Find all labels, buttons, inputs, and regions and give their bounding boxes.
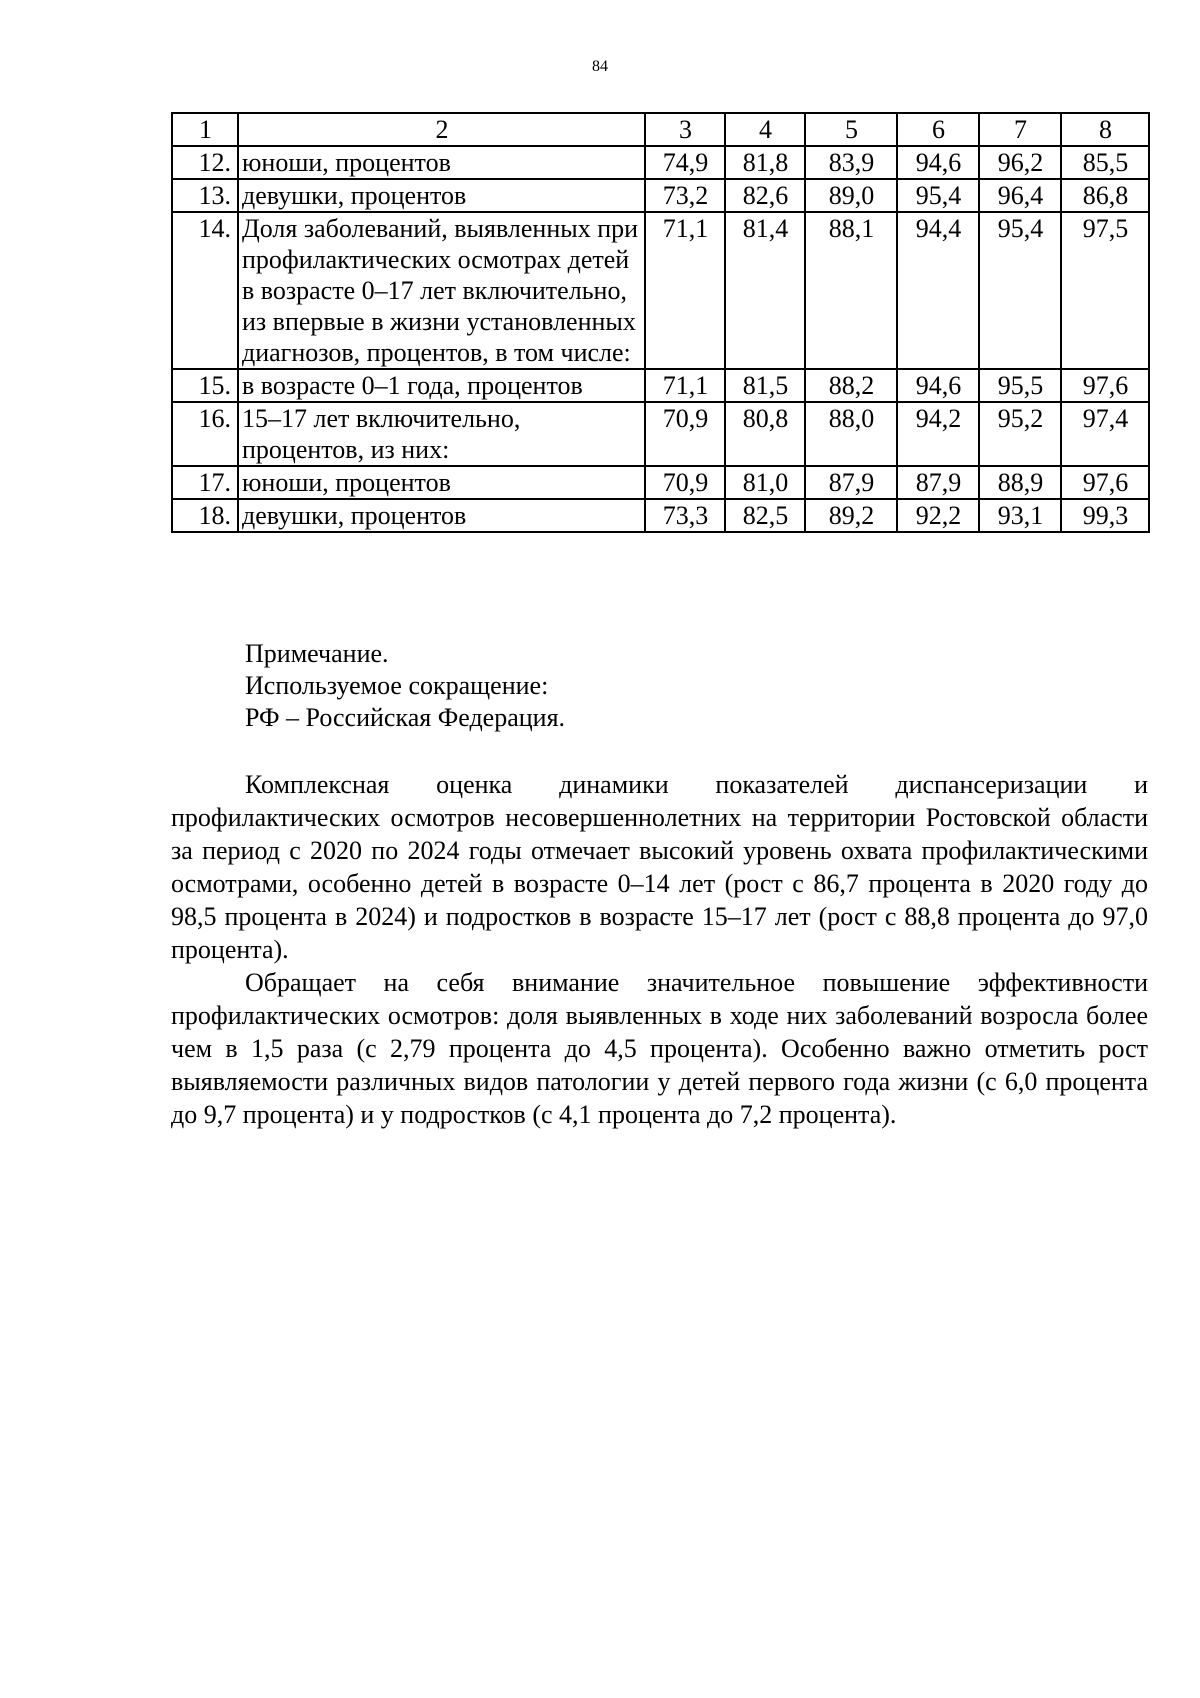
- table-cell: 94,6: [897, 369, 979, 402]
- row-label: 15–17 лет включительно, процентов, из них:: [238, 402, 645, 466]
- row-label: девушки, процентов: [238, 499, 645, 532]
- table-cell: 89,2: [805, 499, 897, 532]
- table-cell: 86,8: [1061, 179, 1149, 212]
- table-cell: 81,0: [725, 466, 805, 499]
- table-row: [172, 212, 1149, 369]
- table-cell: 70,9: [645, 466, 725, 499]
- table-cell: 89,0: [805, 179, 897, 212]
- row-label: девушки, процентов: [238, 179, 645, 212]
- table-cell: 82,5: [725, 499, 805, 532]
- table-row: [172, 402, 1149, 466]
- row-number: 18.: [172, 499, 238, 532]
- row-number: 15.: [172, 369, 238, 402]
- table-cell: 73,2: [645, 179, 725, 212]
- table-cell: 95,4: [979, 212, 1061, 369]
- table-row: [172, 369, 1149, 402]
- table-cell: 87,9: [897, 466, 979, 499]
- table-cell: 71,1: [645, 212, 725, 369]
- table-header-cell: 5: [805, 113, 897, 146]
- table-header-cell: 8: [1061, 113, 1149, 146]
- row-number: 17.: [172, 466, 238, 499]
- table-cell: 92,2: [897, 499, 979, 532]
- table-cell: 82,6: [725, 179, 805, 212]
- note-line: Используемое сокращение:: [245, 671, 549, 700]
- row-label: в возрасте 0–1 года, процентов: [238, 369, 645, 402]
- table-header-cell: 1: [172, 113, 238, 146]
- table-cell: 70,9: [645, 402, 725, 466]
- table-cell: 87,9: [805, 466, 897, 499]
- table-cell: 97,4: [1061, 402, 1149, 466]
- table-cell: 93,1: [979, 499, 1061, 532]
- table-note: [245, 638, 565, 734]
- table-cell: 95,2: [979, 402, 1061, 466]
- row-number: 14.: [172, 212, 238, 369]
- table-header-cell: 6: [897, 113, 979, 146]
- table-cell: 94,2: [897, 402, 979, 466]
- row-number: 12.: [172, 146, 238, 179]
- row-number: 13.: [172, 179, 238, 212]
- body-text: [171, 768, 1148, 1131]
- table-cell: 94,4: [897, 212, 979, 369]
- table-header-row: [172, 113, 1149, 146]
- data-table-wrapper: [171, 112, 1148, 533]
- table-cell: 81,4: [725, 212, 805, 369]
- table-cell: 97,5: [1061, 212, 1149, 369]
- table-cell: 80,8: [725, 402, 805, 466]
- table-row: [172, 466, 1149, 499]
- table-cell: 88,1: [805, 212, 897, 369]
- table-row: [172, 146, 1149, 179]
- paragraph: Обращает на себя внимание значительное повышение эффективности профилактических осмотров: доля выявленных в ходе них заболеваний возросла более чем в 1,5 раза (с 2,79 процента до 4,5 процента). Особенно важно отметить рост выявляемости различных видов патологии у детей первого года жизни (с 6,0 процента до 9,7 процента) и у подростков (с 4,1 процента до 7,2 процента).: [171, 968, 1148, 1129]
- table-cell: 95,5: [979, 369, 1061, 402]
- table-cell: 88,2: [805, 369, 897, 402]
- note-line: РФ – Российская Федерация.: [245, 703, 566, 732]
- row-label: юноши, процентов: [238, 466, 645, 499]
- table-cell: 71,1: [645, 369, 725, 402]
- table-cell: 81,5: [725, 369, 805, 402]
- table-cell: 95,4: [897, 179, 979, 212]
- table-cell: 99,3: [1061, 499, 1149, 532]
- table-header-cell: 2: [238, 113, 645, 146]
- page-number: 84: [592, 58, 608, 75]
- table-cell: 88,9: [979, 466, 1061, 499]
- data-table: [171, 112, 1150, 533]
- table-cell: 83,9: [805, 146, 897, 179]
- table-header-cell: 3: [645, 113, 725, 146]
- row-label: Доля заболеваний, выявленных при профилактических осмотрах детей в возрасте 0–17 лет включительно, из впервые в жизни установленных диагнозов, процентов, в том числе:: [238, 212, 645, 369]
- table-header-cell: 4: [725, 113, 805, 146]
- table-row: [172, 179, 1149, 212]
- table-cell: 97,6: [1061, 466, 1149, 499]
- table-row: [172, 499, 1149, 532]
- table-cell: 74,9: [645, 146, 725, 179]
- table-cell: 96,4: [979, 179, 1061, 212]
- paragraph: Комплексная оценка динамики показателей диспансеризации и профилактических осмотров несовершеннолетних на территории Ростовской области за период с 2020 по 2024 годы отмечает высокий уровень охвата профилактическими осмотрами, особенно детей в возрасте 0–14 лет (рост с 86,7 процента в 2020 году до 98,5 процента в 2024) и подростков в возрасте 15–17 лет (рост с 88,8 процента до 97,0 процента).: [171, 770, 1148, 964]
- table-cell: 94,6: [897, 146, 979, 179]
- row-label: юноши, процентов: [238, 146, 645, 179]
- note-title: Примечание.: [245, 639, 389, 668]
- table-cell: 73,3: [645, 499, 725, 532]
- table-cell: 81,8: [725, 146, 805, 179]
- table-cell: 85,5: [1061, 146, 1149, 179]
- table-cell: 96,2: [979, 146, 1061, 179]
- table-cell: 97,6: [1061, 369, 1149, 402]
- row-number: 16.: [172, 402, 238, 466]
- table-header-cell: 7: [979, 113, 1061, 146]
- table-cell: 88,0: [805, 402, 897, 466]
